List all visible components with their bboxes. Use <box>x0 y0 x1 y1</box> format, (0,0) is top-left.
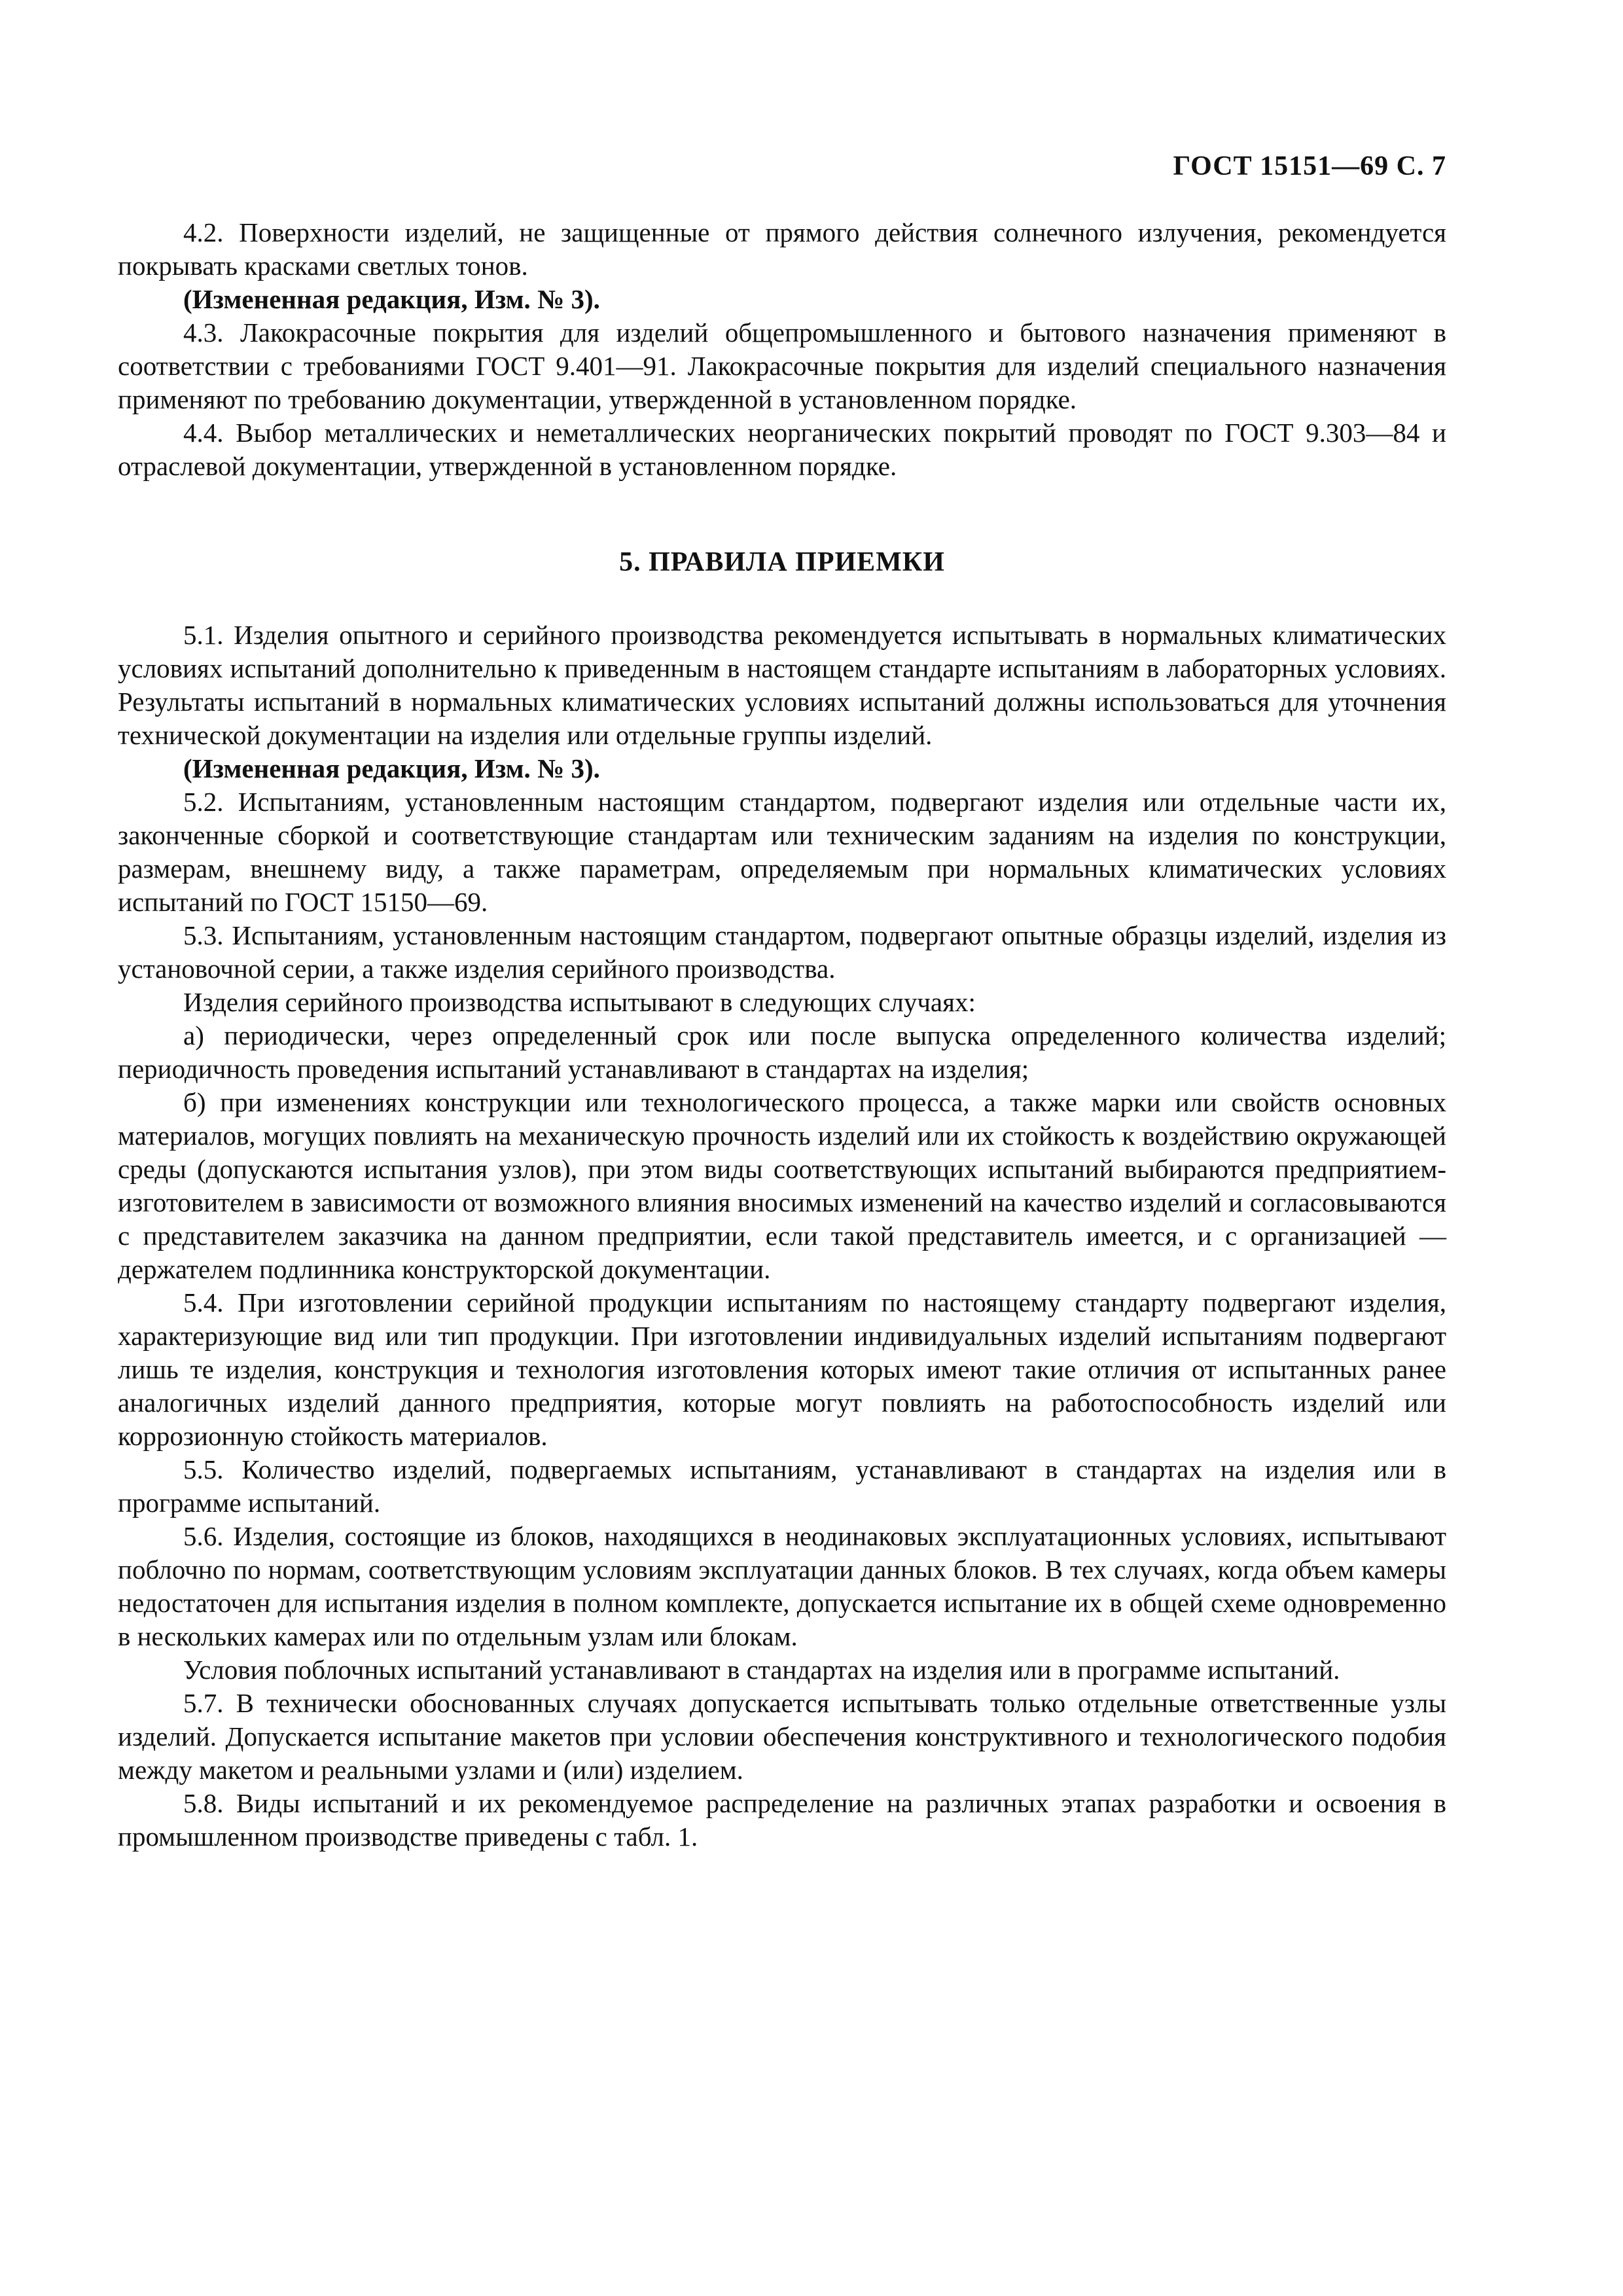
paragraph-4-3: 4.3. Лакокрасочные покрытия для изделий общепромышленного и бытового назначения применяют в соответствии с требованиями ГОСТ 9.401—91. Лакокрасочные покрытия для изделий специального назначения применяют по требованию документации, утвержденной в установленном порядке. <box>118 317 1446 414</box>
document-body <box>118 216 1446 1854</box>
paragraph-5-6-conditions: Условия поблочных испытаний устанавливают в стандартах на изделия или в программе испытаний. <box>183 1655 1340 1685</box>
paragraph-4-2: 4.2. Поверхности изделий, не защищенные от прямого действия солнечного излучения, рекомендуется покрывать красками светлых тонов. <box>118 217 1446 281</box>
amendment-note: (Измененная редакция, Изм. № 3). <box>183 284 600 314</box>
paragraph-5-8: 5.8. Виды испытаний и их рекомендуемое распределение на различных этапах разработки и освоения в промышленном производстве приведены с табл. 1. <box>118 1788 1446 1852</box>
amendment-note: (Измененная редакция, Изм. № 3). <box>183 753 600 783</box>
paragraph-5-6: 5.6. Изделия, состоящие из блоков, находящихся в неодинаковых эксплуатационных условиях, испытывают поблочно по нормам, соответствующим условиям эксплуатации данных блоков. В тех случаях, когда объем камеры недостаточен для испытания изделия в полном комплекте, допускается испытание их в общей схеме одновременно в нескольких камерах или по отдельным узлам или блокам. <box>118 1521 1446 1651</box>
paragraph-5-1: 5.1. Изделия опытного и серийного производства рекомендуется испытывать в нормальных климатических условиях испытаний дополнительно к приведенным в настоящем стандарте испытаниям в лабораторных условиях. Результаты испытаний в нормальных климатических условиях испытаний должны использоваться для уточнения технической документации на изделия или отдельные группы изделий. <box>118 620 1446 750</box>
list-item-b: б) при изменениях конструкции или технологического процесса, а также марки или свойств основных материалов, могущих повлиять на механическую прочность изделий или их стойкость к воздействию окружающей среды (допускаются испытания узлов), при этом виды соответствующих испытаний выбираются предприятием-изготовителем в зависимости от возможного влияния вносимых изменений на качество изделий и согласовываются с представителем заказчика на данном предприятии, если такой представитель имеется, и с организацией — держателем подлинника конструкторской документации. <box>118 1087 1446 1284</box>
paragraph-5-3-cases-intro: Изделия серийного производства испытывают в следующих случаях: <box>183 987 976 1017</box>
section-5 <box>118 619 1446 1854</box>
paragraph-5-5: 5.5. Количество изделий, подвергаемых испытаниям, устанавливают в стандартах на изделия или в программе испытаний. <box>118 1454 1446 1518</box>
list-item-a: а) периодически, через определенный срок или после выпуска определенного количества изделий; периодичность проведения испытаний устанавливают в стандартах на изделия; <box>118 1020 1446 1084</box>
paragraph-4-4: 4.4. Выбор металлических и неметаллических неорганических покрытий проводят по ГОСТ 9.303—84 и отраслевой документации, утвержденной в установленном порядке. <box>118 418 1446 481</box>
paragraph-5-7: 5.7. В технически обоснованных случаях допускается испытывать только отдельные ответственные узлы изделий. Допускается испытание макетов при условии обеспечения конструктивного и технологического подобия между макетом и реальными узлами и (или) изделием. <box>118 1688 1446 1785</box>
paragraph-5-2: 5.2. Испытаниям, установленным настоящим стандартом, подвергают изделия или отдельные части их, законченные сборкой и соответствующие стандартам или техническим заданиям на изделия по конструкции, размерам, внешнему виду, а также параметрам, определяемым при нормальных климатических условиях испытаний по ГОСТ 15150—69. <box>118 787 1446 917</box>
running-head: ГОСТ 15151—69 С. 7 <box>1173 151 1446 181</box>
page-content <box>118 151 1446 1854</box>
section-4-tail <box>118 216 1446 483</box>
paragraph-5-4: 5.4. При изготовлении серийной продукции испытаниям по настоящему стандарту подвергают изделия, характеризующие вид или тип продукции. При изготовлении индивидуальных изделий испытаниям подвергают лишь те изделия, конструкция и технология изготовления которых имеют такие отличия от испытанных ранее аналогичных изделий данного предприятия, которые могут повлиять на работоспособность изделий или коррозионную стойкость материалов. <box>118 1287 1446 1451</box>
section-heading: 5. ПРАВИЛА ПРИЕМКИ <box>619 547 945 577</box>
paragraph-5-3: 5.3. Испытаниям, установленным настоящим стандартом, подвергают опытные образцы изделий, изделия из установочной серии, а также изделия серийного производства. <box>118 920 1446 984</box>
